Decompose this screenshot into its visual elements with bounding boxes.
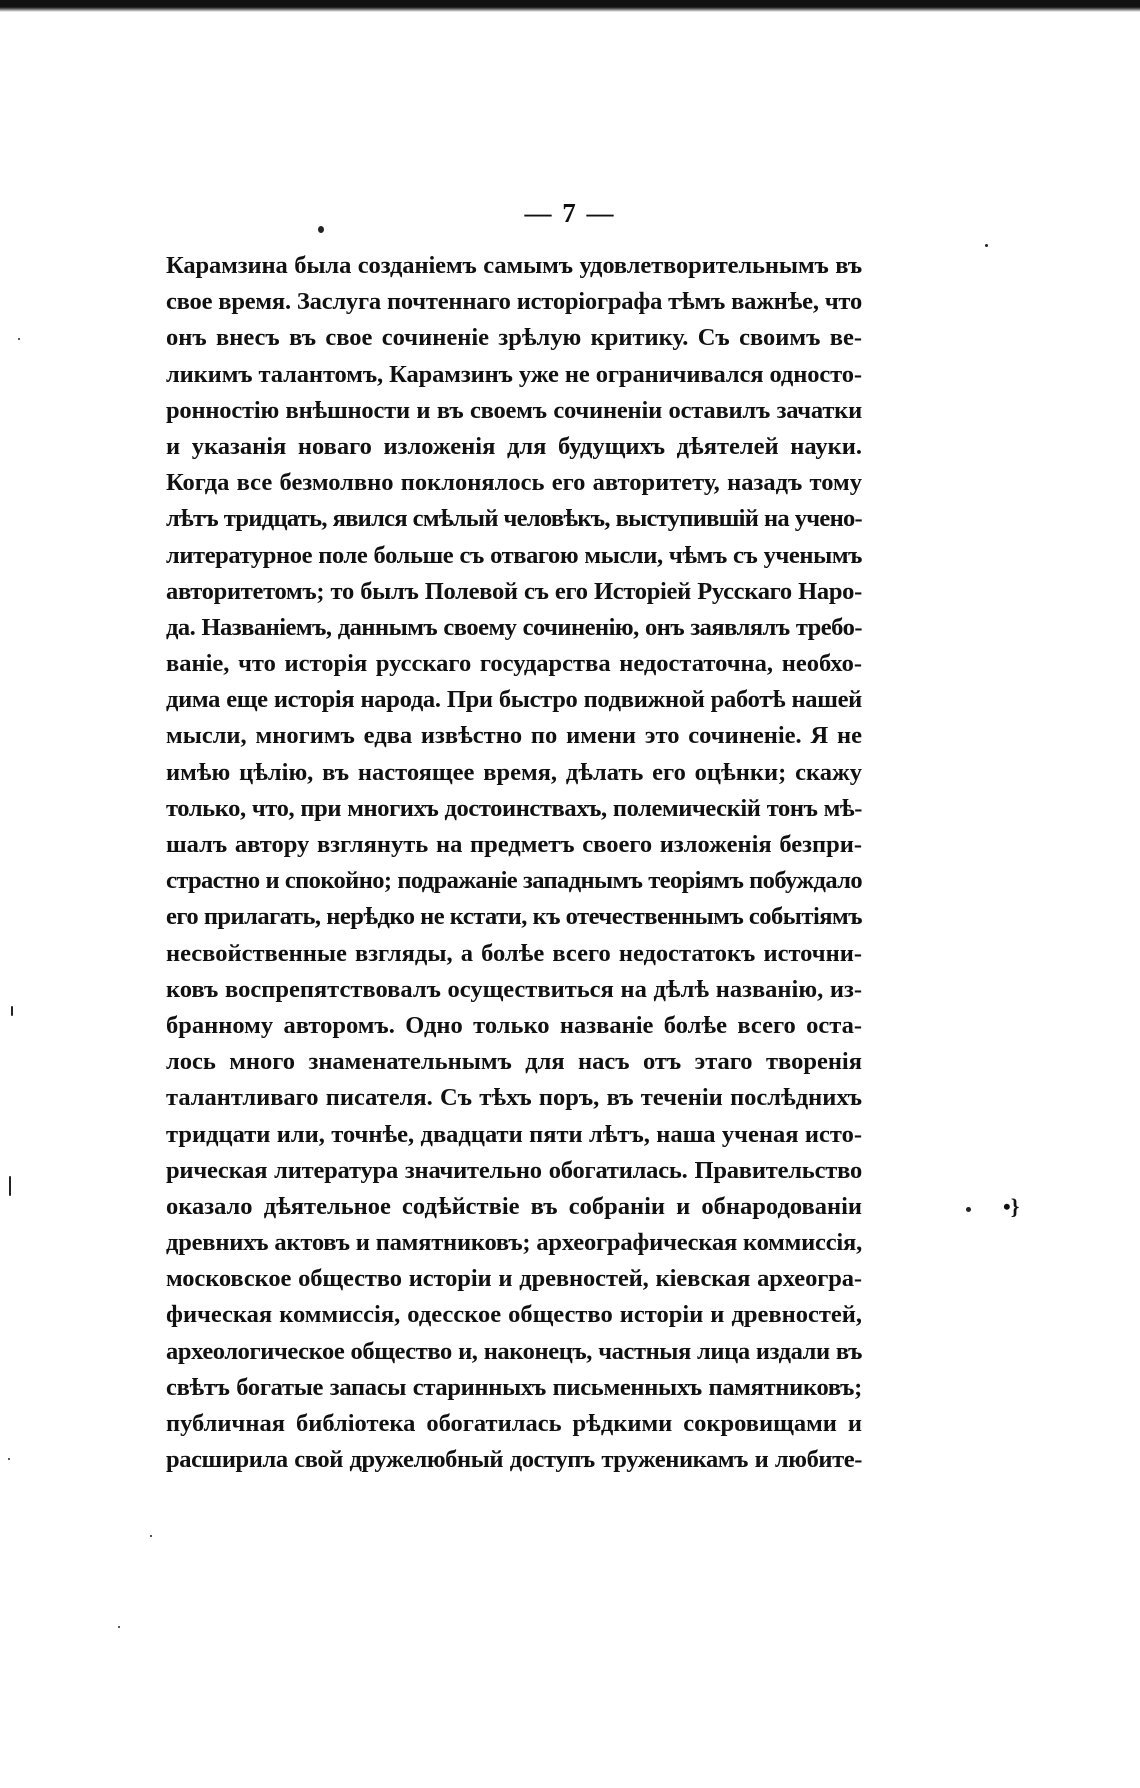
scan-speck xyxy=(985,244,988,247)
text-line: только, что, при многихъ достоинствахъ, полемическій тонъ мѣ- xyxy=(166,794,862,822)
text-line: ликимъ талантомъ, Карамзинъ уже не ограничивался односто- xyxy=(166,360,862,388)
text-line: несвойственные взгляды, а болѣе всего недостатокъ источни- xyxy=(166,939,862,967)
text-line: свѣтъ богатые запасы старинныхъ письменныхъ памятниковъ; xyxy=(166,1373,862,1401)
text-line: тридцати или, точнѣе, двадцати пяти лѣтъ, наша ученая исто- xyxy=(166,1120,862,1148)
text-line: да. Названіемъ, даннымъ своему сочиненію, онъ заявлялъ требо- xyxy=(166,613,862,641)
text-line: онъ внесъ въ свое сочиненіе зрѣлую критику. Съ своимъ ве- xyxy=(166,324,862,352)
text-line: ронностію внѣшности и въ своемъ сочиненіи оставилъ зачатки xyxy=(166,396,862,424)
text-line: оказало дѣятельное содѣйствіе въ собраніи и обнародованіи xyxy=(166,1192,862,1220)
text-line: ваніе, что исторія русскаго государства недостаточна, необхо- xyxy=(166,650,862,678)
text-line: свое время. Заслуга почтеннаго исторіографа тѣмъ важнѣе, что xyxy=(166,288,862,316)
text-line: талантливаго писателя. Съ тѣхъ поръ, въ теченіи послѣднихъ xyxy=(166,1084,862,1112)
scan-speck xyxy=(966,1207,971,1212)
text-line: авторитетомъ; то былъ Полевой съ его Исторіей Русскаго Наро- xyxy=(166,577,862,605)
scan-speck xyxy=(318,226,324,233)
text-line: расширила свой дружелюбный доступъ труженикамъ и любите- xyxy=(166,1446,862,1474)
scan-speck xyxy=(118,1626,120,1628)
scan-speck xyxy=(9,1176,11,1196)
scan-speck xyxy=(8,1458,10,1460)
text-line: бранному авторомъ. Одно только названіе болѣе всего оста- xyxy=(166,1011,862,1039)
text-line: шалъ автору взглянуть на предметъ своего изложенія безпри- xyxy=(166,831,862,858)
text-line: литературное поле больше съ отвагою мысли, чѣмъ съ ученымъ xyxy=(166,541,862,569)
scan-speck xyxy=(18,338,20,340)
scan-speck xyxy=(11,1006,13,1016)
scan-speck xyxy=(150,1535,152,1537)
text-line: археологическое общество и, наконецъ, частныя лица издали въ xyxy=(166,1337,862,1365)
text-line: Карамзина была созданіемъ самымъ удовлетворительнымъ въ xyxy=(166,252,862,279)
text-line: лѣтъ тридцать, явился смѣлый человѣкъ, выступившій на учено- xyxy=(166,505,862,533)
text-line: фическая коммиссія, одесское общество исторіи и древностей, xyxy=(166,1301,862,1329)
body-text xyxy=(166,248,862,1478)
text-line: страстно и спокойно; подражаніе западнымъ теоріямъ побуждало xyxy=(166,867,862,895)
top-border-rule xyxy=(0,0,1140,12)
text-line: лось много знаменательнымъ для насъ отъ этаго творенія xyxy=(166,1048,862,1076)
text-line: и указанія новаго изложенія для будущихъ дѣятелей науки. xyxy=(166,432,862,460)
text-line: мысли, многимъ едва извѣстно по имени это сочиненіе. Я не xyxy=(166,722,862,750)
page-number: — 7 — xyxy=(524,198,616,228)
text-line: древнихъ актовъ и памятниковъ; археографическая коммиссія, xyxy=(166,1229,862,1257)
margin-mark: •} xyxy=(1003,1194,1020,1219)
text-line: его прилагать, нерѣдко не кстати, къ отечественнымъ событіямъ xyxy=(166,903,862,931)
text-line: дима еще исторія народа. При быстро подвижной работѣ нашей xyxy=(166,686,862,714)
text-line: Когда все безмолвно поклонялось его авторитету, назадъ тому xyxy=(166,469,862,497)
text-line: публичная библіотека обогатилась рѣдкими сокровищами и xyxy=(166,1410,862,1437)
text-line: рическая литература значительно обогатилась. Правительство xyxy=(166,1156,862,1184)
text-line: московское общество исторіи и древностей, кіевская археогра- xyxy=(166,1265,862,1293)
text-line: ковъ воспрепятствовалъ осуществиться на дѣлѣ названію, из- xyxy=(166,975,862,1003)
text-line: имѣю цѣлію, въ настоящее время, дѣлать его оцѣнки; скажу xyxy=(166,758,862,786)
